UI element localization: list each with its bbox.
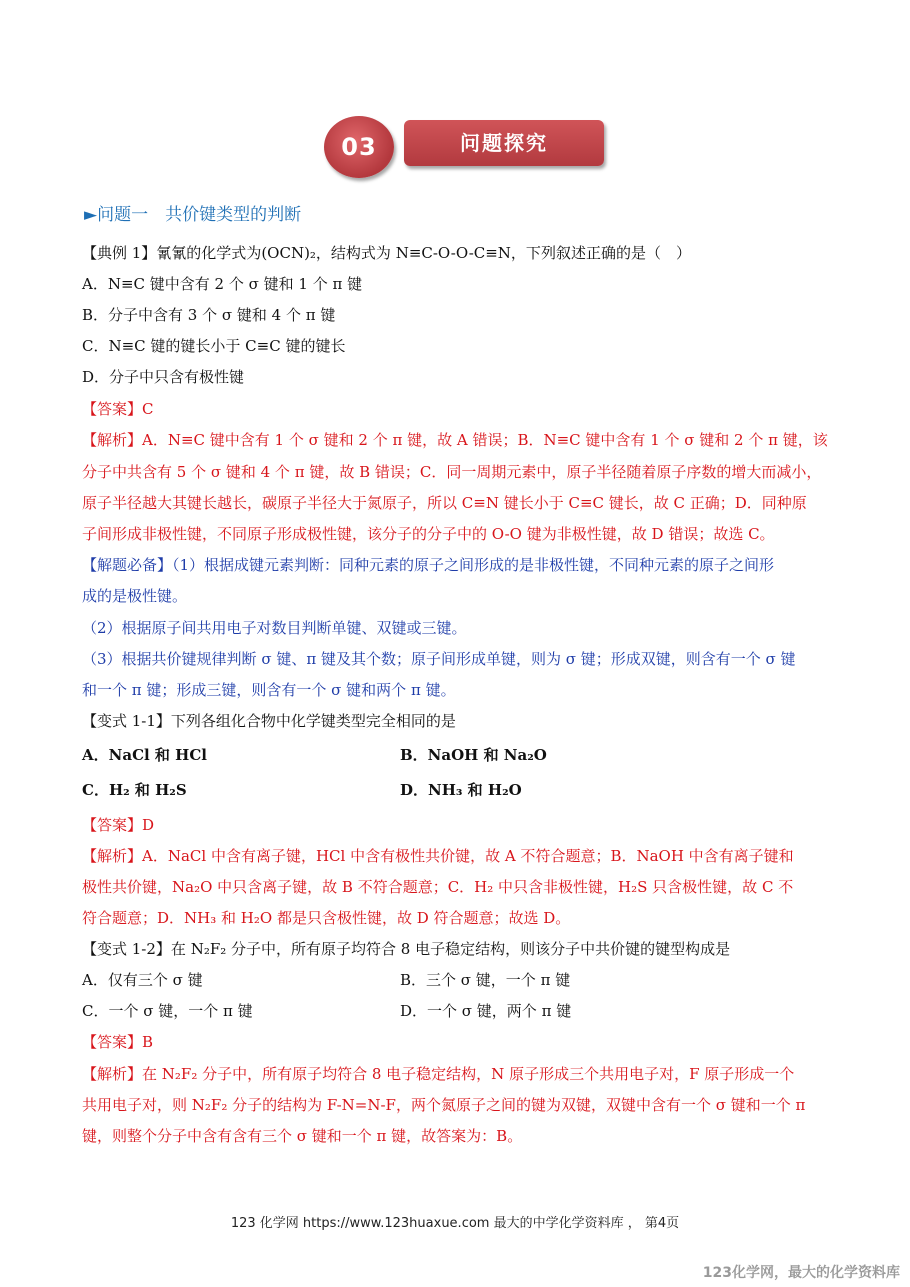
- example1-explanation-line: 【解析】A．N≡C 键中含有 1 个 σ 键和 2 个 π 键，故 A 错误；B．N≡C 键中含有 1 个 σ 键和 2 个 π 键，该: [82, 431, 828, 449]
- page-footer: 123 化学网 https://www.123huaxue.com 最大的中学化学资料库 ， 第4页: [230, 1216, 680, 1231]
- example1-question: 【典例 1】氰氰的化学式为(OCN)₂，结构式为 N≡C-O-O-C≡N，下列叙述正确的是（ ）: [82, 244, 691, 262]
- variant12-question: 【变式 1-2】在 N₂F₂ 分子中，所有原子均符合 8 电子稳定结构，则该分子中共价键的键型构成是: [82, 940, 731, 958]
- example1-explanation-line: 原子半径越大其键长越长，碳原子半径大于氮原子，所以 C≡N 键长小于 C≡C 键长，故 C 正确；D．同种原: [82, 494, 807, 512]
- watermark: 123化学网，最大的化学资料库: [702, 1265, 900, 1281]
- badge-title: 问题探究: [460, 131, 548, 155]
- variant11-option-a: A．NaCl 和 HCl: [82, 746, 207, 764]
- variant12-explanation-line: 键，则整个分子中含有含有三个 σ 键和一个 π 键，故答案为：B。: [82, 1127, 523, 1145]
- example1-option-c: C．N≡C 键的键长小于 C≡C 键的键长: [82, 337, 346, 355]
- badge-number: 03: [341, 133, 377, 161]
- badge-title-bar: [404, 120, 604, 166]
- variant12-explanation-line: 【解析】在 N₂F₂ 分子中，所有原子均符合 8 电子稳定结构，N 原子形成三个共用电子对，F 原子形成一个: [82, 1065, 795, 1083]
- tips-line: 【解题必备】（1）根据成键元素判断：同种元素的原子之间形成的是非极性键，不同种元素的原子之间形: [82, 556, 775, 574]
- example1-explanation-line: 子间形成非极性键，不同原子形成极性键，该分子的分子中的 O-O 键为非极性键，故 D 错误；故选 C。: [82, 525, 775, 543]
- example1-answer: 【答案】C: [82, 400, 154, 418]
- variant11-option-b: B．NaOH 和 Na₂O: [400, 746, 547, 764]
- variant11-question: 【变式 1-1】下列各组化合物中化学键类型完全相同的是: [82, 712, 456, 730]
- section-badge: [318, 112, 608, 178]
- variant12-option-b: B．三个 σ 键，一个 π 键: [400, 971, 571, 989]
- variant11-explanation-line: 极性共价键，Na₂O 中只含离子键，故 B 不符合题意；C．H₂ 中只含非极性键，H₂S 只含极性键，故 C 不: [82, 878, 794, 896]
- tips-line: 成的是极性键。: [82, 587, 188, 605]
- variant11-option-c: C．H₂ 和 H₂S: [82, 781, 187, 799]
- variant12-option-c: C．一个 σ 键，一个 π 键: [82, 1002, 253, 1020]
- example1-option-d: D．分子中只含有极性键: [82, 368, 245, 386]
- variant11-answer: 【答案】D: [82, 816, 155, 834]
- variant12-explanation-line: 共用电子对，则 N₂F₂ 分子的结构为 F-N=N-F，两个氮原子之间的键为双键，双键中含有一个 σ 键和一个 π: [82, 1096, 806, 1114]
- example1-option-b: B．分子中含有 3 个 σ 键和 4 个 π 键: [82, 306, 336, 324]
- variant11-explanation-line: 符合题意；D．NH₃ 和 H₂O 都是只含极性键，故 D 符合题意；故选 D。: [82, 909, 571, 927]
- variant12-option-d: D．一个 σ 键，两个 π 键: [400, 1002, 572, 1020]
- example1-explanation-line: 分子中共含有 5 个 σ 键和 4 个 π 键，故 B 错误；C．同一周期元素中，原子半径随着原子序数的增大而减小，: [82, 463, 822, 481]
- tips-line: 和一个 π 键；形成三键，则含有一个 σ 键和两个 π 键。: [82, 681, 456, 699]
- variant11-explanation-line: 【解析】A．NaCl 中含有离子键，HCl 中含有极性共价键，故 A 不符合题意；B．NaOH 中含有离子键和: [82, 847, 794, 865]
- tips-line: （3）根据共价键规律判断 σ 键、π 键及其个数；原子间形成单键，则为 σ 键；形成双键，则含有一个 σ 键: [82, 650, 796, 668]
- variant12-answer: 【答案】B: [82, 1033, 154, 1051]
- tips-line: （2）根据原子间共用电子对数目判断单键、双键或三键。: [82, 619, 467, 637]
- variant12-option-a: A．仅有三个 σ 键: [82, 971, 203, 989]
- example1-option-a: A．N≡C 键中含有 2 个 σ 键和 1 个 π 键: [82, 275, 363, 293]
- variant11-option-d: D．NH₃ 和 H₂O: [400, 781, 522, 799]
- section-title: ►问题一 共价键类型的判断: [84, 205, 302, 225]
